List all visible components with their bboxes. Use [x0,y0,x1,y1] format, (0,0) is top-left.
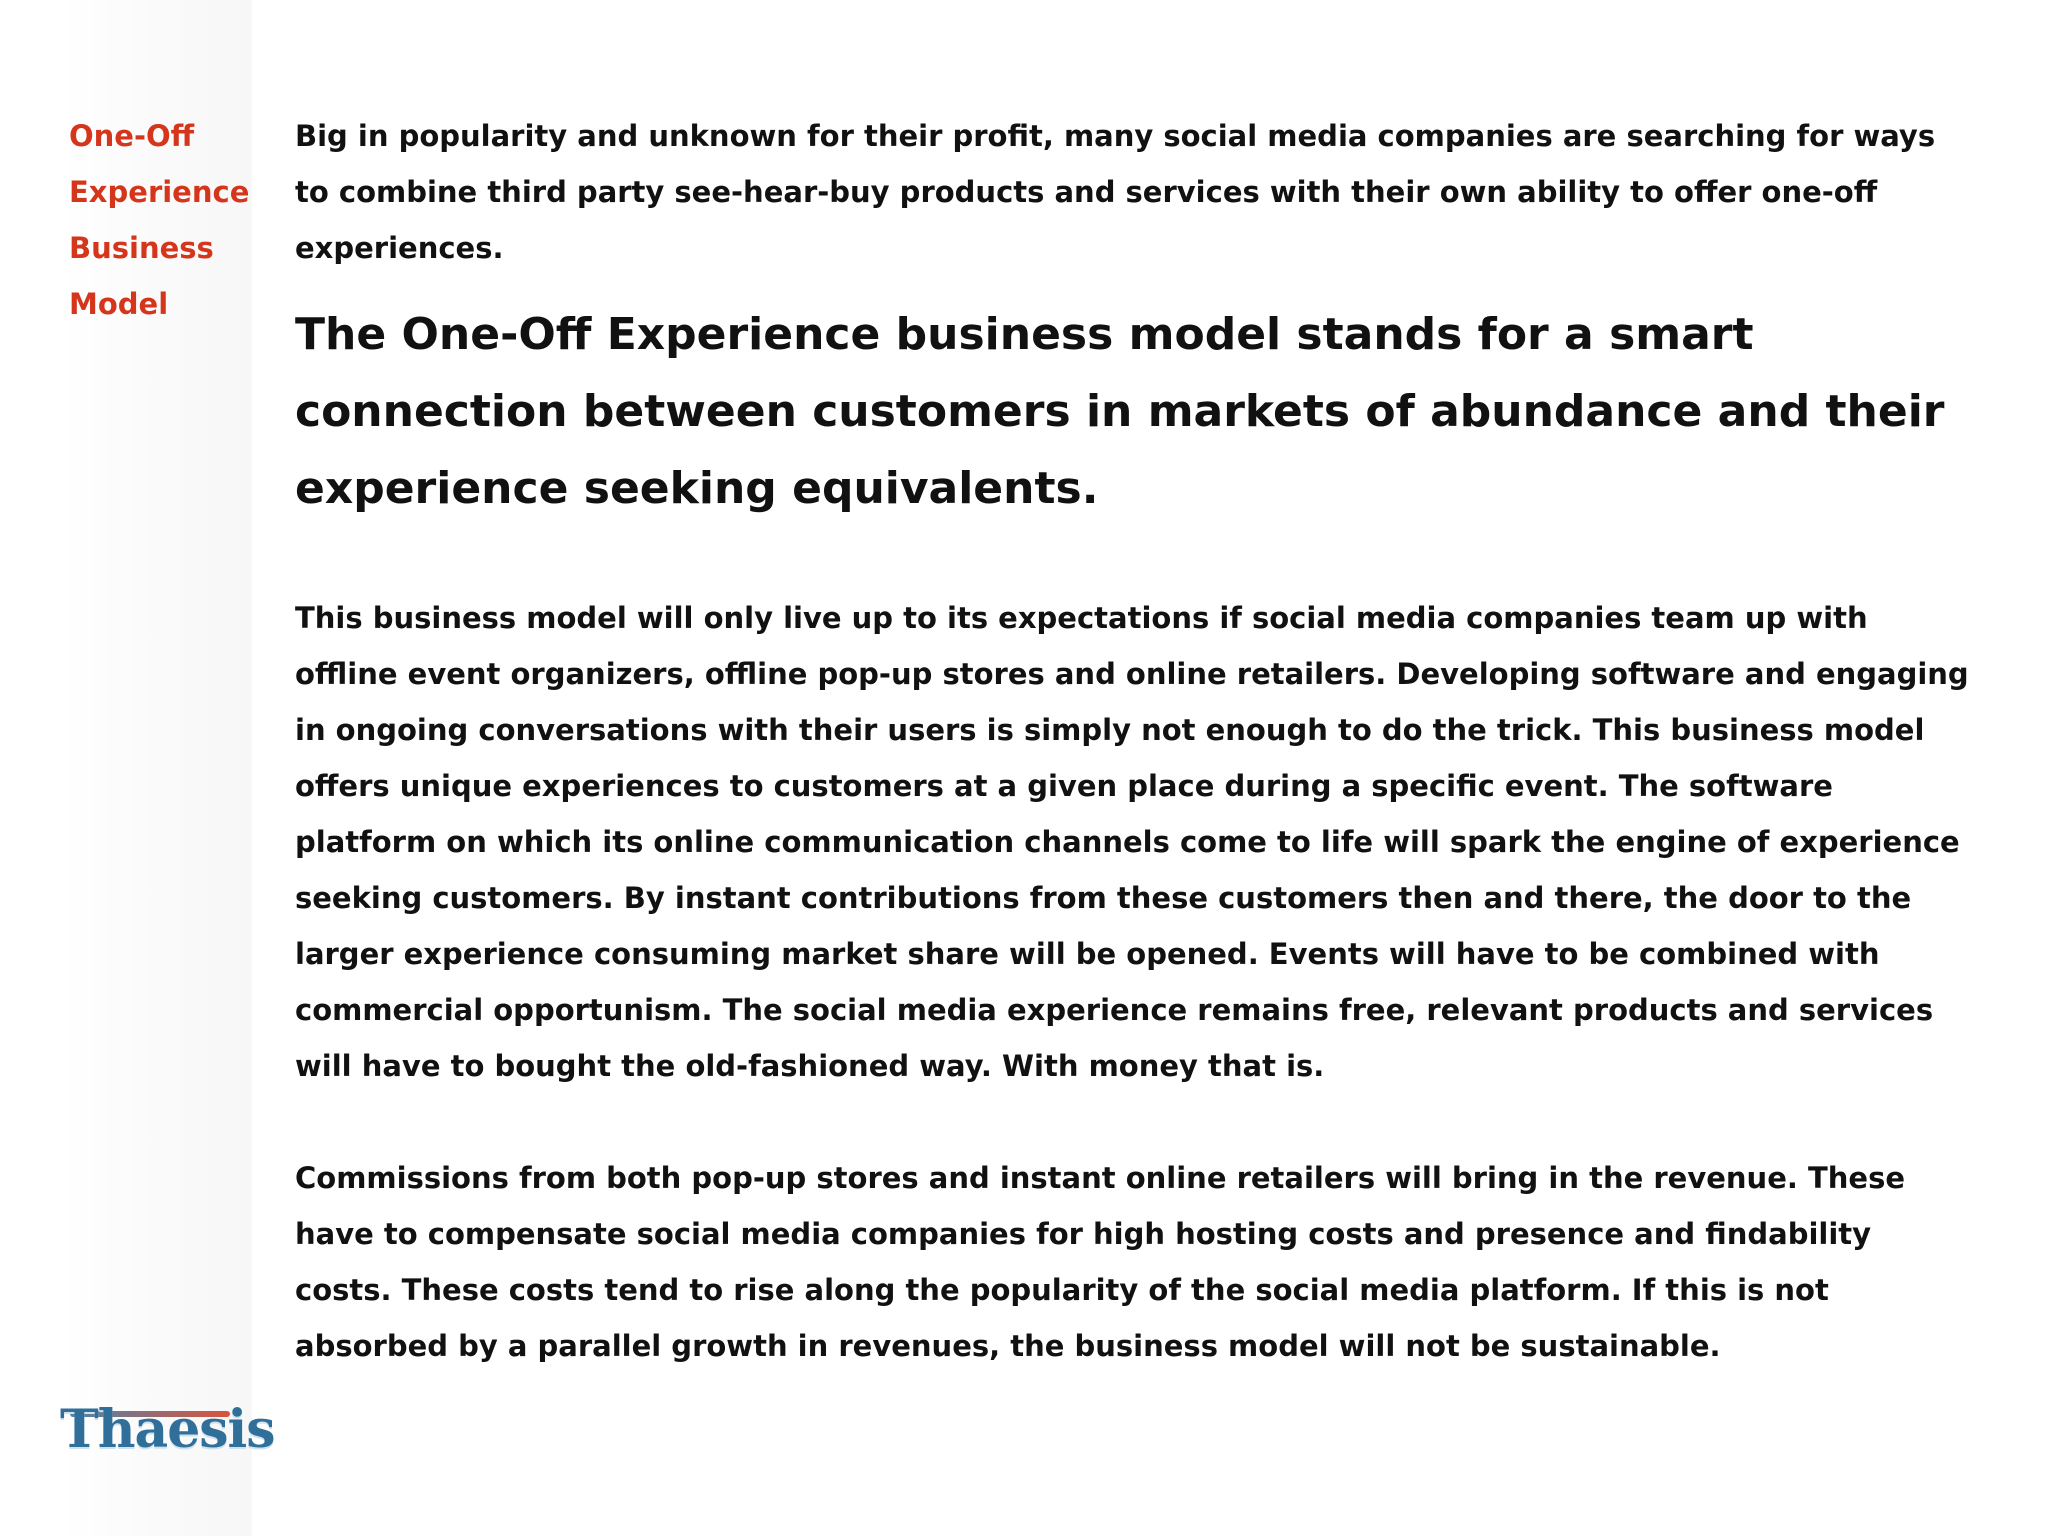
headline: The One-Off Experience business model stands for a smart connection between customers in markets of abundance and their experience seeking equivalents. [295,309,1945,514]
sidebar-title-line-3: Business [69,231,214,265]
sidebar-title-line-4: Model [69,287,169,321]
main-content [295,108,1975,1374]
thaesis-logo: Thaesis [60,1399,275,1460]
sidebar-title-line-2: Experience [69,175,250,209]
sidebar-title-line-1: One-Off [69,119,195,153]
intro-paragraph: Big in popularity and unknown for their profit, many social media companies are searching for ways to combine third party see-hear-buy products and services with their own ability to offer one-off experiences. [295,119,1936,265]
body-paragraph-2: Commissions from both pop-up stores and instant online retailers will bring in the revenue. These have to compensate social media companies for high hosting costs and presence and findability costs. These costs tend to rise along the popularity of the social media platform. If this is not absorbed by a parallel growth in revenues, the business model will not be sustainable. [295,1161,1905,1363]
body-paragraph-1: This business model will only live up to its expectations if social media companies team up with offline event organizers, offline pop-up stores and online retailers. Developing software and engaging in ongoing conversations with their users is simply not enough to do the trick. This business model offers unique experiences to customers at a given place during a specific event. The software platform on which its online communication channels come to life will spark the engine of experience seeking customers. By instant contributions from these customers then and there, the door to the larger experience consuming market share will be opened. Events will have to be combined with commercial opportunism. The social media experience remains free, relevant products and services will have to bought the old-fashioned way. With money that is. [295,601,1969,1083]
sidebar-title [69,108,249,332]
